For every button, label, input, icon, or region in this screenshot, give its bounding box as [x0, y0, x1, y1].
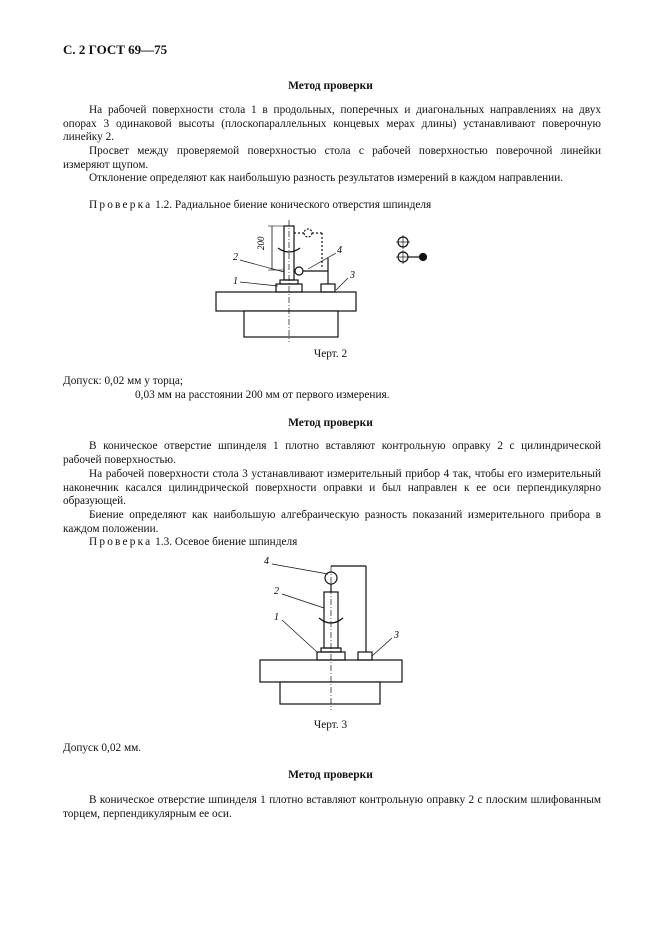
figure-2-label-3: 3 — [350, 270, 355, 281]
method-title-2: Метод проверки — [288, 417, 373, 429]
figure-2-label-1: 1 — [233, 276, 238, 287]
figure-2-dimension: 200 — [256, 236, 266, 250]
figure-3-label-1: 1 — [274, 612, 279, 623]
figure-2-label-4: 4 — [337, 245, 342, 256]
section2-paragraph-1: В коническое отверстие шпинделя 1 плотно вставляют контрольную оправку 2 с цилиндрической рабочей поверхностью. — [63, 440, 601, 466]
tolerance-2-line-1: Допуск: 0,02 мм у торца; — [63, 375, 183, 387]
section1-paragraph-3: Отклонение определяют как наибольшую разность результатов измерений в каждом направлении. — [89, 172, 564, 184]
section3-paragraph-1: В коническое отверстие шпинделя 1 плотно вставляют контрольную оправку 2 с плоским шлифованным торцем, перпендикулярным ее оси. — [63, 794, 601, 820]
section2-paragraph-2: На рабочей поверхности стола 3 устанавливают измерительный прибор 4 так, чтобы его измерительный наконечник касался цилиндрической поверхности оправки и был направлен к ее оси перпендикулярно образующей. — [63, 468, 601, 508]
figure-3-label-3: 3 — [394, 630, 399, 641]
figure-2-diagram — [200, 220, 460, 345]
section1-paragraph-1: На рабочей поверхности стола 1 в продольных, поперечных и диагональных направлениях на двух опорах 3 одинаковой высоты (плоскопараллельных концевых мерах длины) устанавливают поверочную линейку 2. — [63, 104, 601, 144]
tolerance-3: Допуск 0,02 мм. — [63, 742, 142, 754]
check-1-3-text: 1.3. Осевое биение шпинделя — [155, 536, 298, 548]
figure-2-caption: Черт. 2 — [313, 348, 348, 360]
tolerance-2-line-2: 0,03 мм на расстоянии 200 мм от первого измерения. — [135, 389, 390, 401]
figure-3-label-2: 2 — [274, 586, 279, 597]
page-header: С. 2 ГОСТ 69—75 — [63, 42, 168, 57]
check-1-3-word: Проверка — [89, 536, 153, 548]
section1-paragraph-2: Просвет между проверяемой поверхностью стола с рабочей поверхностью поверочной линейки измеряют щупом. — [63, 145, 601, 171]
check-1-2-text: 1.2. Радиальное биение конического отверстия шпинделя — [155, 199, 432, 211]
figure-3-diagram — [250, 548, 420, 713]
check-1-2-line — [63, 199, 601, 213]
method-title-3: Метод проверки — [288, 769, 373, 781]
figure-3-caption: Черт. 3 — [313, 719, 348, 731]
section2-paragraph-3: Биение определяют как наибольшую алгебраическую разность показаний измерительного прибора в каждом положении. — [63, 509, 601, 535]
check-1-2-word: Проверка — [89, 199, 153, 211]
method-title-1: Метод проверки — [288, 80, 373, 92]
figure-2-label-2: 2 — [233, 252, 238, 263]
figure-3-label-4: 4 — [264, 556, 269, 567]
